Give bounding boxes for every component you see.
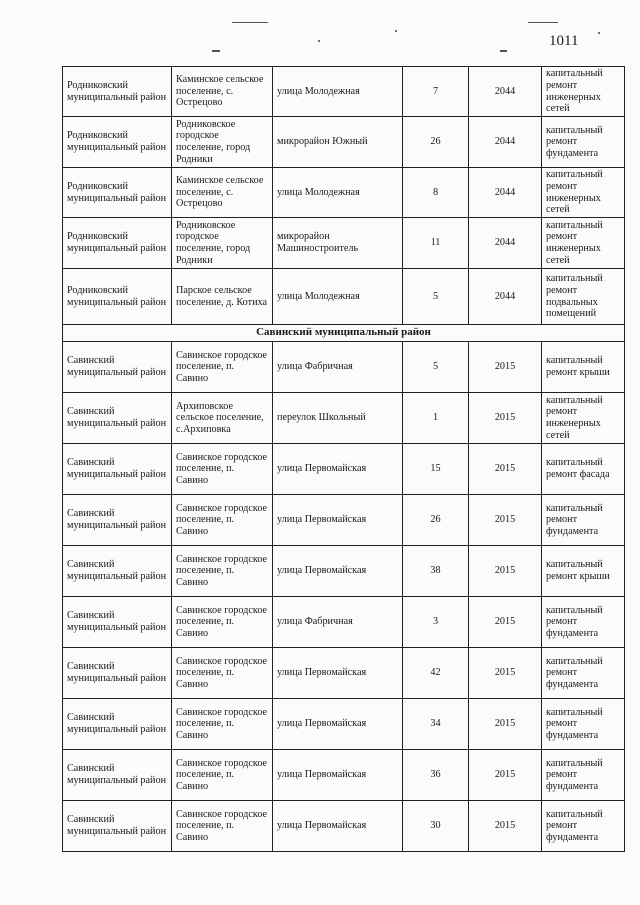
cell-settlement: Архиповское сельское поселение, с.Архиповка — [172, 393, 273, 444]
cell-street: улица Молодежная — [273, 269, 403, 325]
scan-artifact-line — [500, 50, 507, 52]
cell-house-number: 36 — [403, 750, 469, 801]
cell-street: переулок Школьный — [273, 393, 403, 444]
cell-district: Савинский муниципальный район — [63, 750, 172, 801]
cell-settlement: Савинское городское поселение, п. Савино — [172, 444, 273, 495]
cell-work-type: капитальный ремонт фундамента — [542, 648, 625, 699]
cell-street: улица Фабричная — [273, 597, 403, 648]
cell-settlement: Савинское городское поселение, п. Савино — [172, 648, 273, 699]
table-row — [63, 117, 625, 168]
cell-house-number: 38 — [403, 546, 469, 597]
table-row — [63, 393, 625, 444]
cell-street: улица Первомайская — [273, 648, 403, 699]
cell-district: Савинский муниципальный район — [63, 342, 172, 393]
scan-artifact-line — [232, 22, 268, 23]
scan-artifact-line — [212, 50, 220, 52]
cell-settlement: Савинское городское поселение, п. Савино — [172, 495, 273, 546]
cell-house-number: 3 — [403, 597, 469, 648]
cell-house-number: 5 — [403, 269, 469, 325]
cell-district: Родниковский муниципальный район — [63, 269, 172, 325]
scan-artifact-dot — [395, 30, 397, 32]
cell-street: улица Первомайская — [273, 444, 403, 495]
cell-year: 2015 — [469, 546, 542, 597]
cell-street: микрорайон Машиностроитель — [273, 218, 403, 269]
cell-district: Савинский муниципальный район — [63, 393, 172, 444]
cell-district: Родниковский муниципальный район — [63, 168, 172, 218]
cell-work-type: капитальный ремонт крыши — [542, 342, 625, 393]
cell-district: Родниковский муниципальный район — [63, 67, 172, 117]
cell-district: Савинский муниципальный район — [63, 495, 172, 546]
cell-street: улица Первомайская — [273, 546, 403, 597]
table-row — [63, 597, 625, 648]
cell-work-type: капитальный ремонт инженерных сетей — [542, 218, 625, 269]
cell-district: Савинский муниципальный район — [63, 801, 172, 852]
cell-district: Родниковский муниципальный район — [63, 117, 172, 168]
table-row — [63, 269, 625, 325]
cell-work-type: капитальный ремонт фундамента — [542, 801, 625, 852]
cell-district: Савинский муниципальный район — [63, 648, 172, 699]
cell-year: 2044 — [469, 117, 542, 168]
scan-artifact-dot — [598, 32, 600, 34]
cell-work-type: капитальный ремонт фундамента — [542, 750, 625, 801]
cell-settlement: Каминское сельское поселение, с. Острецово — [172, 168, 273, 218]
cell-year: 2015 — [469, 699, 542, 750]
cell-street: микрорайон Южный — [273, 117, 403, 168]
cell-work-type: капитальный ремонт фасада — [542, 444, 625, 495]
cell-house-number: 11 — [403, 218, 469, 269]
table-row — [63, 648, 625, 699]
cell-year: 2044 — [469, 218, 542, 269]
cell-district: Савинский муниципальный район — [63, 546, 172, 597]
cell-house-number: 42 — [403, 648, 469, 699]
table-row — [63, 342, 625, 393]
cell-settlement: Савинское городское поселение, п. Савино — [172, 597, 273, 648]
cell-year: 2015 — [469, 444, 542, 495]
table-row — [63, 444, 625, 495]
cell-district: Савинский муниципальный район — [63, 597, 172, 648]
cell-street: улица Молодежная — [273, 67, 403, 117]
table-row — [63, 495, 625, 546]
section-header: Савинский муниципальный район — [63, 325, 625, 342]
cell-year: 2015 — [469, 750, 542, 801]
cell-year: 2015 — [469, 648, 542, 699]
cell-work-type: капитальный ремонт инженерных сетей — [542, 393, 625, 444]
cell-work-type: капитальный ремонт фундамента — [542, 597, 625, 648]
table-row — [63, 67, 625, 117]
cell-house-number: 8 — [403, 168, 469, 218]
cell-house-number: 34 — [403, 699, 469, 750]
cell-work-type: капитальный ремонт фундамента — [542, 495, 625, 546]
cell-house-number: 5 — [403, 342, 469, 393]
cell-house-number: 30 — [403, 801, 469, 852]
scan-artifact-line — [528, 22, 558, 23]
cell-district: Родниковский муниципальный район — [63, 218, 172, 269]
cell-street: улица Первомайская — [273, 699, 403, 750]
cell-work-type: капитальный ремонт фундамента — [542, 117, 625, 168]
cell-settlement: Савинское городское поселение, п. Савино — [172, 750, 273, 801]
cell-settlement: Савинское городское поселение, п. Савино — [172, 699, 273, 750]
cell-street: улица Первомайская — [273, 801, 403, 852]
table-section-savino-header — [63, 325, 625, 342]
cell-settlement: Савинское городское поселение, п. Савино — [172, 546, 273, 597]
cell-house-number: 1 — [403, 393, 469, 444]
cell-year: 2015 — [469, 801, 542, 852]
cell-settlement: Савинское городское поселение, п. Савино — [172, 342, 273, 393]
cell-street: улица Фабричная — [273, 342, 403, 393]
table-body-rodniki — [63, 67, 625, 325]
cell-street: улица Молодежная — [273, 168, 403, 218]
cell-settlement: Савинское городское поселение, п. Савино — [172, 801, 273, 852]
table-row — [63, 168, 625, 218]
scan-artifact-dot — [318, 40, 320, 42]
cell-work-type: капитальный ремонт инженерных сетей — [542, 168, 625, 218]
housing-repair-table — [62, 66, 625, 852]
cell-street: улица Первомайская — [273, 750, 403, 801]
cell-house-number: 7 — [403, 67, 469, 117]
cell-settlement: Парское сельское поселение, д. Котиха — [172, 269, 273, 325]
cell-street: улица Первомайская — [273, 495, 403, 546]
cell-year: 2044 — [469, 67, 542, 117]
cell-work-type: капитальный ремонт инженерных сетей — [542, 67, 625, 117]
table-row — [63, 699, 625, 750]
cell-year: 2044 — [469, 168, 542, 218]
cell-settlement: Родниковское городское поселение, город Родники — [172, 117, 273, 168]
cell-settlement: Каминское сельское поселение, с. Острецово — [172, 67, 273, 117]
cell-district: Савинский муниципальный район — [63, 699, 172, 750]
cell-year: 2015 — [469, 597, 542, 648]
cell-work-type: капитальный ремонт фундамента — [542, 699, 625, 750]
cell-year: 2044 — [469, 269, 542, 325]
cell-year: 2015 — [469, 342, 542, 393]
cell-house-number: 26 — [403, 495, 469, 546]
cell-house-number: 15 — [403, 444, 469, 495]
section-header-row — [63, 325, 625, 342]
table-row — [63, 801, 625, 852]
page-number: 1011 — [549, 33, 579, 49]
cell-year: 2015 — [469, 495, 542, 546]
table-row — [63, 750, 625, 801]
table-row — [63, 546, 625, 597]
cell-year: 2015 — [469, 393, 542, 444]
table-row — [63, 218, 625, 269]
cell-settlement: Родниковское городское поселение, город Родники — [172, 218, 273, 269]
table-body-savino — [63, 342, 625, 852]
cell-district: Савинский муниципальный район — [63, 444, 172, 495]
cell-house-number: 26 — [403, 117, 469, 168]
cell-work-type: капитальный ремонт подвальных помещений — [542, 269, 625, 325]
cell-work-type: капитальный ремонт крыши — [542, 546, 625, 597]
